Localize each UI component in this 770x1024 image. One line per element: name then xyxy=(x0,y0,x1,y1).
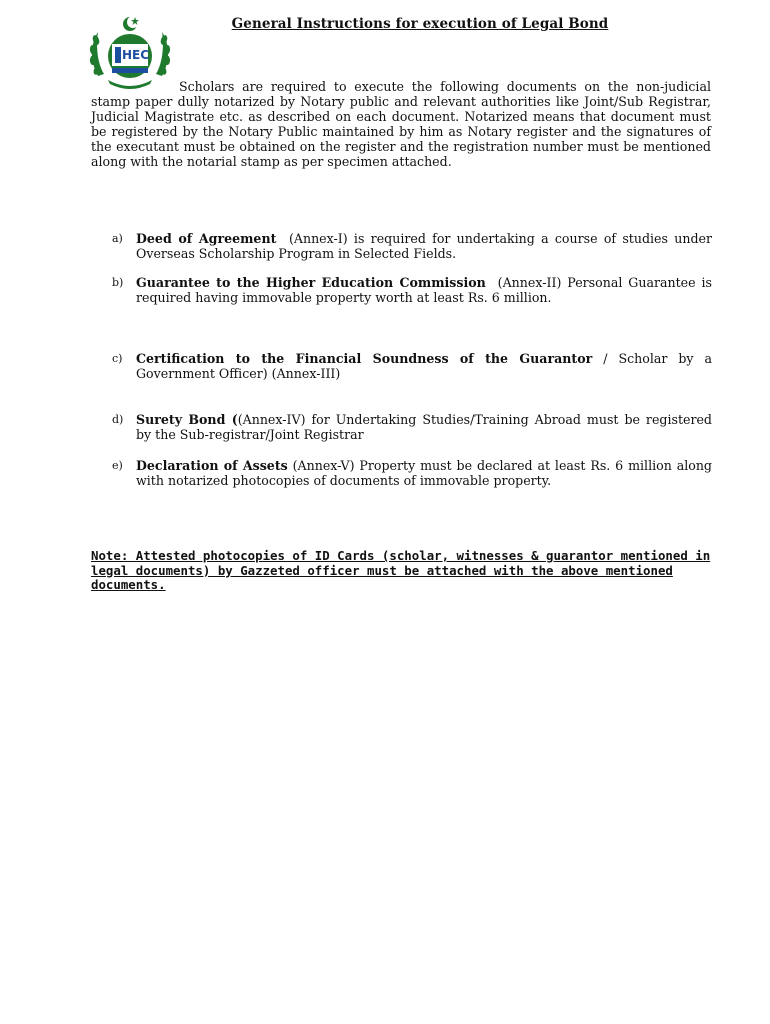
item-label: Guarantee to the Higher Education Commission xyxy=(136,275,486,290)
intro-paragraph xyxy=(91,79,711,169)
item-text: (Annex-I) is required for undertaking a course of studies under Overseas Scholarship Program in Selected Fields. xyxy=(136,231,717,261)
list-item-e xyxy=(112,458,717,488)
list-marker: c) xyxy=(112,352,123,365)
item-text: (Annex-IV) for Undertaking Studies/Training Abroad must be registered by the Sub-registrar/Joint Registrar xyxy=(136,412,717,442)
item-label: Deed of Agreement xyxy=(136,231,277,246)
list-item-b xyxy=(112,275,717,305)
list-item-a xyxy=(112,231,717,261)
item-label: Certification to the Financial Soundness of the Guarantor xyxy=(136,351,593,366)
intro-text: Scholars are required to execute the following documents on the non-judicial stamp paper dully notarized by Notary public and relevant authorities like Joint/Sub Registrar, Judicial Magistrate etc. as described on each document. Notarized means that document must be registered by the Notary Public maintained by him as Notary register and the signatures of the executant must be obtained on the register and the registration number must be mentioned along with the notarial stamp as per specimen attached. xyxy=(91,79,711,169)
list-marker: a) xyxy=(112,232,123,245)
note-paragraph: Note: Attested photocopies of ID Cards (scholar, witnesses & guarantor mentioned in legal documents) by Gazzeted officer must be attached with the above mentioned documents. xyxy=(91,548,711,592)
list-item-d xyxy=(112,412,717,442)
list-marker: d) xyxy=(112,413,124,426)
item-text: / Scholar by a Government Officer) (Annex-III) xyxy=(136,351,717,381)
item-label: Surety Bond ( xyxy=(136,412,238,427)
item-text: (Annex-V) Property must be declared at least Rs. 6 million along with notarized photocopies of documents of immovable property. xyxy=(136,458,717,488)
list-item-c xyxy=(112,351,717,381)
svg-text:HEC: HEC xyxy=(122,48,150,62)
item-label: Declaration of Assets xyxy=(136,458,288,473)
list-marker: e) xyxy=(112,459,123,472)
list-marker: b) xyxy=(112,276,124,289)
item-text: (Annex-II) Personal Guarantee is required having immovable property worth at least Rs. 6 million. xyxy=(136,275,717,305)
page-title: General Instructions for execution of Legal Bond xyxy=(231,16,609,32)
